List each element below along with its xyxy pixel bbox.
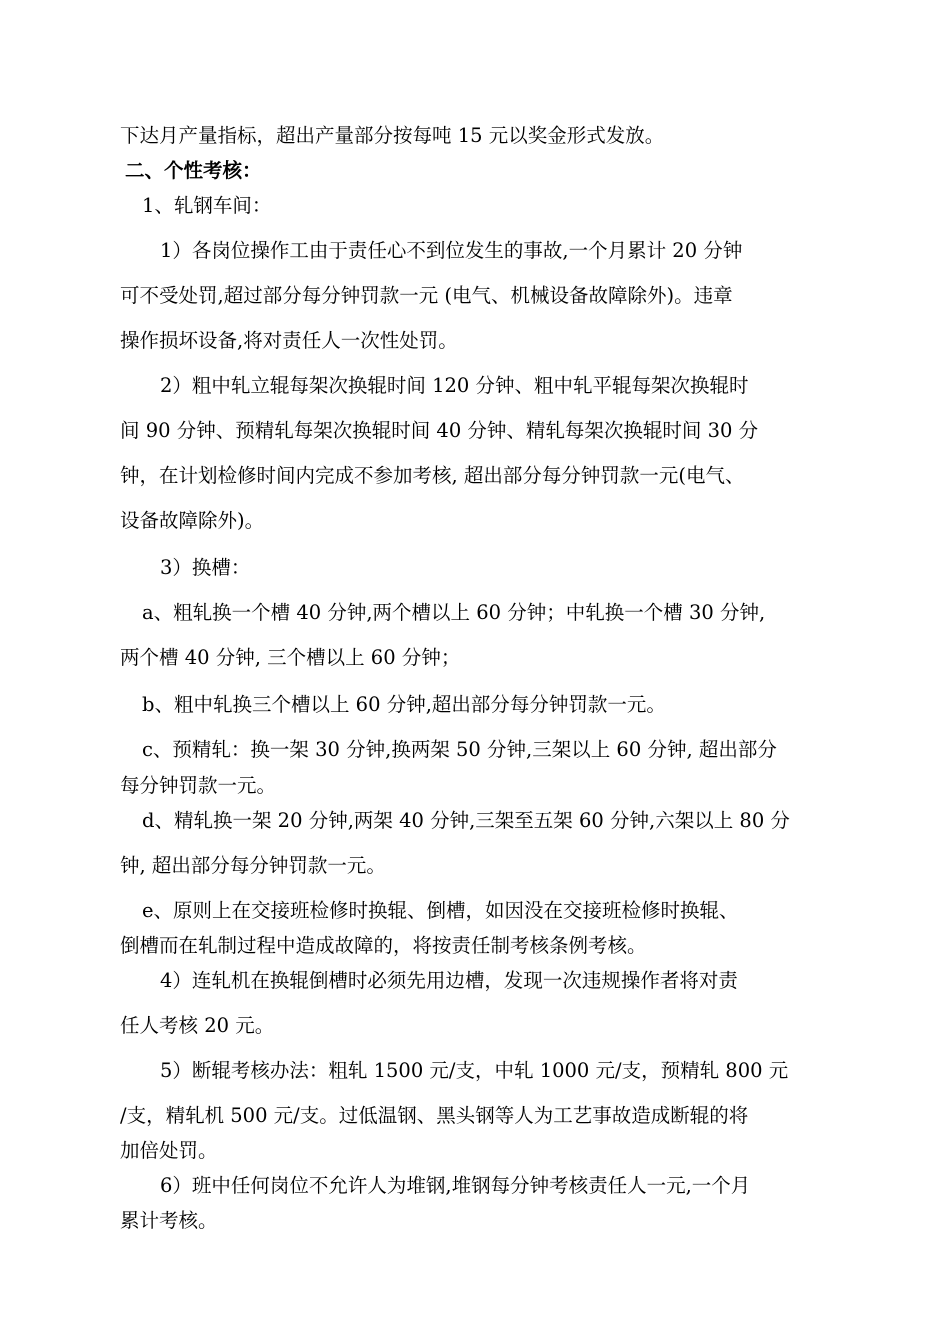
paragraph-line: 间 90 分钟、预精轧每架次换辊时间 40 分钟、精轧每架次换辊时间 30 分 [120, 419, 759, 442]
paragraph-line: 每分钟罚款一元。 [120, 774, 277, 797]
paragraph-line: 6）班中任何岗位不允许人为堆钢,堆钢每分钟考核责任人一元,一个月 [160, 1174, 751, 1197]
paragraph-line: c、预精轧：换一架 30 分钟,换两架 50 分钟,三架以上 60 分钟, 超出部分 [142, 738, 777, 761]
paragraph-line: /支，精轧机 500 元/支。过低温钢、黑头钢等人为工艺事故造成断辊的将 [120, 1104, 749, 1127]
paragraph-line: d、精轧换一架 20 分钟,两架 40 分钟,三架至五架 60 分钟,六架以上 80 分 [142, 809, 790, 832]
paragraph-line: 两个槽 40 分钟, 三个槽以上 60 分钟； [120, 646, 461, 669]
paragraph-line: 2）粗中轧立辊每架次换辊时间 120 分钟、粗中轧平辊每架次换辊时 [160, 374, 749, 397]
paragraph-line: 加倍处罚。 [120, 1139, 218, 1162]
paragraph-line: a、粗轧换一个槽 40 分钟,两个槽以上 60 分钟；中轧换一个槽 30 分钟, [142, 601, 766, 624]
paragraph-line: 操作损坏设备,将对责任人一次性处罚。 [120, 329, 458, 352]
paragraph-line: 倒槽而在轧制过程中造成故障的，将按责任制考核条例考核。 [120, 934, 647, 957]
paragraph-line: 可不受处罚,超过部分每分钟罚款一元 (电气、机械设备故障除外)。违章 [120, 284, 733, 307]
paragraph-line: 累计考核。 [120, 1209, 218, 1232]
section-heading: 二、个性考核： [125, 159, 262, 182]
paragraph-line: 下达月产量指标，超出产量部分按每吨 15 元以奖金形式发放。 [120, 124, 665, 147]
paragraph-line: e、原则上在交接班检修时换辊、倒槽，如因没在交接班检修时换辊、 [142, 899, 739, 922]
paragraph-line: 3）换槽： [160, 556, 251, 579]
paragraph-line: 设备故障除外)。 [120, 509, 265, 532]
paragraph-line: b、粗中轧换三个槽以上 60 分钟,超出部分每分钟罚款一元。 [142, 693, 666, 716]
paragraph-line: 4）连轧机在换辊倒槽时必须先用边槽，发现一次违规操作者将对责 [160, 969, 738, 992]
subsection-heading: 1、轧钢车间： [142, 194, 272, 217]
paragraph-line: 钟, 超出部分每分钟罚款一元。 [120, 854, 386, 877]
paragraph-line: 任人考核 20 元。 [120, 1014, 275, 1037]
paragraph-line: 1）各岗位操作工由于责任心不到位发生的事故,一个月累计 20 分钟 [160, 239, 743, 262]
paragraph-line: 5）断辊考核办法：粗轧 1500 元/支，中轧 1000 元/支，预精轧 800 元 [160, 1059, 789, 1082]
paragraph-line: 钟，在计划检修时间内完成不参加考核, 超出部分每分钟罚款一元(电气、 [120, 464, 745, 487]
